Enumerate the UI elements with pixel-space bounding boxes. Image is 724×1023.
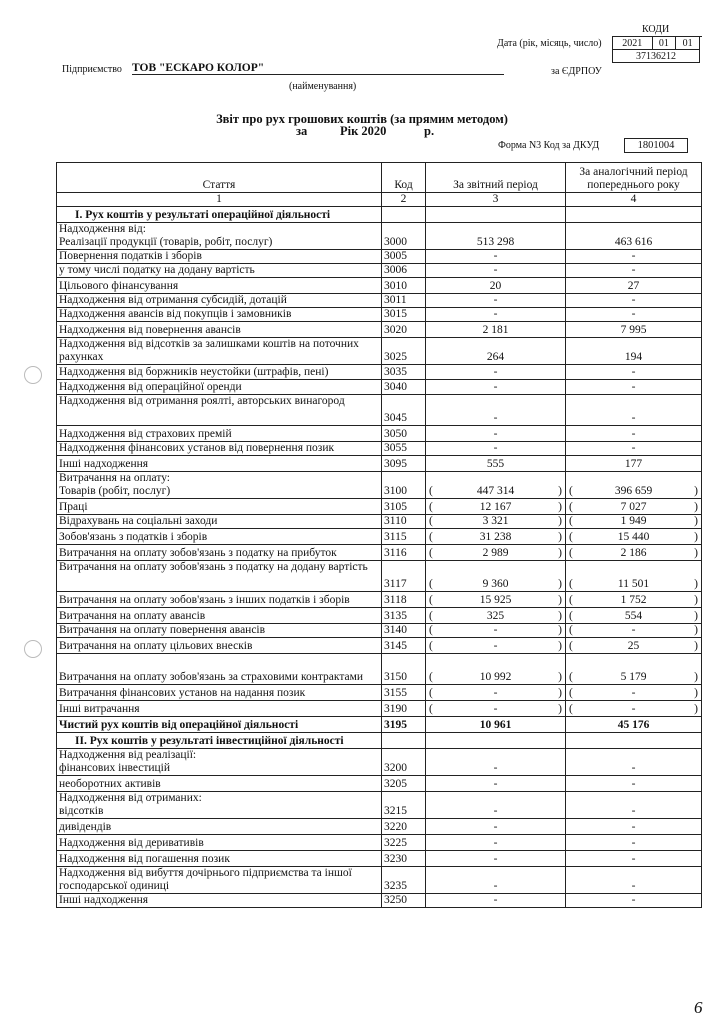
code-cell: 3150 (382, 654, 426, 685)
table-row (57, 426, 702, 442)
previous-period-cell: - (566, 819, 702, 835)
previous-period-cell: 463 616 (566, 223, 702, 250)
previous-period-cell: - (566, 426, 702, 442)
table-row (57, 894, 702, 908)
table-row (57, 515, 702, 529)
cash-flow-table (56, 162, 702, 908)
header-article: Стаття (57, 163, 382, 193)
table-row (57, 294, 702, 308)
table-row (57, 322, 702, 338)
dkud-code: 1801004 (624, 138, 688, 153)
current-period-cell: ( 2 989 ) (426, 545, 566, 561)
code-cell: 3140 (382, 624, 426, 638)
code-cell: 3116 (382, 545, 426, 561)
current-period-cell: - (426, 835, 566, 851)
edrpou-label: за ЄДРПОУ (551, 66, 602, 77)
page-number: 6 (694, 998, 703, 1017)
current-period-cell: - (426, 749, 566, 776)
article-cell: Надходження від отримання роялті, авторських винагород (57, 395, 382, 426)
current-period-cell: ( 9 360 ) (426, 561, 566, 592)
table-row (57, 395, 702, 426)
article-cell: Витрачання фінансових установ на надання позик (57, 685, 382, 701)
article-cell: необоротних активів (57, 776, 382, 792)
previous-period-cell: ( - ) (566, 685, 702, 701)
article-cell: Відрахувань на соціальні заходи (57, 515, 382, 529)
table-row (57, 264, 702, 278)
article-cell: дивідендів (57, 819, 382, 835)
code-cell: 3005 (382, 250, 426, 264)
period-suffix: р. (424, 124, 435, 138)
table-header-row (57, 163, 702, 193)
previous-period-cell: ( 396 659 ) (566, 472, 702, 499)
table-row (57, 250, 702, 264)
code-cell: 3105 (382, 499, 426, 515)
article-cell: Інші надходження (57, 894, 382, 908)
current-period-cell: - (426, 442, 566, 456)
current-period-cell: - (426, 426, 566, 442)
article-cell: Витрачання на оплату авансів (57, 608, 382, 624)
article-cell: Витрачання на оплату зобов'язань за страховими контрактами (57, 654, 382, 685)
current-period-cell: ( 10 992 ) (426, 654, 566, 685)
previous-period-cell: 194 (566, 338, 702, 365)
article-cell: Надходження фінансових установ від повернення позик (57, 442, 382, 456)
date-label: Дата (рік, місяць, число) (497, 38, 602, 49)
table-row (57, 545, 702, 561)
article-cell: Витрачання на оплату повернення авансів (57, 624, 382, 638)
table-row (57, 380, 702, 395)
header-previous: За аналогічний період попереднього року (566, 163, 702, 193)
article-cell: Витрачання на оплату зобов'язань з податку на додану вартість (57, 561, 382, 592)
name-caption: (найменування) (289, 81, 357, 92)
article-cell: Надходження від реалізації: фінансових інвестицій (57, 749, 382, 776)
current-period-cell: ( - ) (426, 701, 566, 717)
code-cell: 3118 (382, 592, 426, 608)
table-row (57, 365, 702, 380)
code-cell: 3145 (382, 638, 426, 654)
code-cell: 3225 (382, 835, 426, 851)
article-cell: Повернення податків і зборів (57, 250, 382, 264)
article-cell: Надходження авансів від покупців і замовників (57, 308, 382, 322)
previous-period-cell: - (566, 380, 702, 395)
article-cell: Цільового фінансування (57, 278, 382, 294)
article-cell: Надходження від отриманих: відсотків (57, 792, 382, 819)
code-cell: 3015 (382, 308, 426, 322)
table-row (57, 223, 702, 250)
code-cell: 3040 (382, 380, 426, 395)
article-cell: Витрачання на оплату зобов'язань з інших податків і зборів (57, 592, 382, 608)
previous-period-cell: - (566, 867, 702, 894)
previous-period-cell: 7 995 (566, 322, 702, 338)
article-cell: Витрачання на оплату: Товарів (робіт, послуг) (57, 472, 382, 499)
previous-period-cell: - (566, 851, 702, 867)
header-current: За звітний період (426, 163, 566, 193)
current-period-cell: - (426, 792, 566, 819)
current-period-cell: ( 3 321 ) (426, 515, 566, 529)
article-cell: Зобов'язань з податків і зборів (57, 529, 382, 545)
code-cell: 3100 (382, 472, 426, 499)
current-period-cell: 10 961 (426, 717, 566, 733)
previous-period-cell: - (566, 308, 702, 322)
current-period-cell: - (426, 894, 566, 908)
current-period-cell: 555 (426, 456, 566, 472)
article-cell: Надходження від страхових премій (57, 426, 382, 442)
code-cell: 3020 (382, 322, 426, 338)
code-cell: 3115 (382, 529, 426, 545)
code-cell (382, 733, 426, 749)
article-cell: у тому числі податку на додану вартість (57, 264, 382, 278)
previous-period-cell (566, 207, 702, 223)
article-cell: Надходження від повернення авансів (57, 322, 382, 338)
previous-period-cell: - (566, 442, 702, 456)
article-cell: Надходження від деривативів (57, 835, 382, 851)
table-row (57, 472, 702, 499)
code-cell: 3155 (382, 685, 426, 701)
previous-period-cell: ( 1 949 ) (566, 515, 702, 529)
code-cell: 3205 (382, 776, 426, 792)
current-period-cell: - (426, 819, 566, 835)
previous-period-cell: - (566, 894, 702, 908)
previous-period-cell: - (566, 294, 702, 308)
article-cell: Праці (57, 499, 382, 515)
article-cell: Чистий рух коштів від операційної діяльності (57, 717, 382, 733)
code-cell: 3006 (382, 264, 426, 278)
table-row (57, 529, 702, 545)
previous-period-cell (566, 733, 702, 749)
code-cell: 3250 (382, 894, 426, 908)
table-row (57, 442, 702, 456)
previous-period-cell: ( 15 440 ) (566, 529, 702, 545)
total-row (57, 717, 702, 733)
previous-period-cell: ( 11 501 ) (566, 561, 702, 592)
form-label: Форма N3 Код за ДКУД (498, 140, 600, 151)
code-cell (382, 207, 426, 223)
article-cell: Надходження від відсотків за залишками коштів на поточних рахунках (57, 338, 382, 365)
current-period-cell: - (426, 294, 566, 308)
current-period-cell: - (426, 264, 566, 278)
previous-period-cell: ( - ) (566, 701, 702, 717)
section-header-row (57, 733, 702, 749)
current-period-cell: - (426, 380, 566, 395)
code-cell: 3035 (382, 365, 426, 380)
table-row (57, 851, 702, 867)
previous-period-cell: ( 25 ) (566, 638, 702, 654)
previous-period-cell: ( 554 ) (566, 608, 702, 624)
current-period-cell: - (426, 250, 566, 264)
current-period-cell: 20 (426, 278, 566, 294)
enterprise-label: Підприємство (62, 64, 122, 75)
code-cell: 3050 (382, 426, 426, 442)
col-number: 4 (566, 193, 702, 207)
code-cell: 3010 (382, 278, 426, 294)
code-cell: 3220 (382, 819, 426, 835)
edrpou-value: 37136212 (613, 50, 700, 63)
table-row (57, 867, 702, 894)
previous-period-cell: 177 (566, 456, 702, 472)
article-cell: Витрачання на оплату зобов'язань з податку на прибуток (57, 545, 382, 561)
current-period-cell: ( 31 238 ) (426, 529, 566, 545)
enterprise-name: ТОВ "ЕСКАРО КОЛОР" (132, 62, 504, 75)
code-cell: 3117 (382, 561, 426, 592)
article-cell: Надходження від боржників неустойки (штрафів, пені) (57, 365, 382, 380)
code-cell: 3000 (382, 223, 426, 250)
current-period-cell: ( 15 925 ) (426, 592, 566, 608)
current-period-cell: 2 181 (426, 322, 566, 338)
article-cell: Надходження від операційної оренди (57, 380, 382, 395)
previous-period-cell: - (566, 776, 702, 792)
codes-label: КОДИ (642, 24, 670, 35)
current-period-cell: ( - ) (426, 624, 566, 638)
code-cell: 3011 (382, 294, 426, 308)
code-cell: 3025 (382, 338, 426, 365)
current-period-cell: 513 298 (426, 223, 566, 250)
date-month: 01 (652, 37, 676, 50)
code-cell: 3195 (382, 717, 426, 733)
previous-period-cell: ( 1 752 ) (566, 592, 702, 608)
col-number: 3 (426, 193, 566, 207)
code-cell: 3190 (382, 701, 426, 717)
current-period-cell (426, 207, 566, 223)
article-cell: Інші витрачання (57, 701, 382, 717)
current-period-cell: - (426, 365, 566, 380)
article-cell: Надходження від отримання субсидій, дотацій (57, 294, 382, 308)
article-cell: Інші надходження (57, 456, 382, 472)
table-row (57, 835, 702, 851)
current-period-cell: ( 447 314 ) (426, 472, 566, 499)
article-cell: Витрачання на оплату цільових внесків (57, 638, 382, 654)
table-row (57, 638, 702, 654)
table-row (57, 456, 702, 472)
table-row (57, 338, 702, 365)
table-row (57, 792, 702, 819)
previous-period-cell: - (566, 749, 702, 776)
article-cell: II. Рух коштів у результаті інвестиційної діяльності (57, 733, 382, 749)
current-period-cell: - (426, 776, 566, 792)
previous-period-cell: - (566, 395, 702, 426)
table-row (57, 592, 702, 608)
previous-period-cell: 45 176 (566, 717, 702, 733)
report-title: Звіт про рух грошових коштів (за прямим методом) (216, 112, 508, 126)
period-value: Рік 2020 (340, 124, 387, 138)
code-cell: 3135 (382, 608, 426, 624)
col-number: 1 (57, 193, 382, 207)
column-number-row (57, 193, 702, 207)
previous-period-cell: ( - ) (566, 624, 702, 638)
section-header-row (57, 207, 702, 223)
punch-hole (24, 366, 42, 384)
previous-period-cell: ( 5 179 ) (566, 654, 702, 685)
article-cell: Надходження від: Реалізації продукції (товарів, робіт, послуг) (57, 223, 382, 250)
current-period-cell: ( - ) (426, 638, 566, 654)
table-row (57, 499, 702, 515)
codes-box (612, 36, 700, 63)
code-cell: 3110 (382, 515, 426, 529)
current-period-cell: - (426, 395, 566, 426)
article-cell: Надходження від погашення позик (57, 851, 382, 867)
date-day: 01 (676, 37, 700, 50)
previous-period-cell: - (566, 792, 702, 819)
table-row (57, 608, 702, 624)
table-row (57, 624, 702, 638)
table-row (57, 685, 702, 701)
article-cell: Надходження від вибуття дочірнього підприємства та іншої господарської одиниці (57, 867, 382, 894)
previous-period-cell: - (566, 250, 702, 264)
current-period-cell: 264 (426, 338, 566, 365)
date-year: 2021 (613, 37, 653, 50)
previous-period-cell: ( 2 186 ) (566, 545, 702, 561)
table-row (57, 308, 702, 322)
code-cell: 3235 (382, 867, 426, 894)
current-period-cell: ( 325 ) (426, 608, 566, 624)
current-period-cell: - (426, 308, 566, 322)
previous-period-cell: - (566, 264, 702, 278)
previous-period-cell: ( 7 027 ) (566, 499, 702, 515)
punch-hole (24, 640, 42, 658)
current-period-cell: ( - ) (426, 685, 566, 701)
table-row (57, 278, 702, 294)
table-row (57, 701, 702, 717)
current-period-cell: ( 12 167 ) (426, 499, 566, 515)
code-cell: 3230 (382, 851, 426, 867)
article-cell: I. Рух коштів у результаті операційної діяльності (57, 207, 382, 223)
table-row (57, 561, 702, 592)
current-period-cell (426, 733, 566, 749)
code-cell: 3095 (382, 456, 426, 472)
table-row (57, 654, 702, 685)
code-cell: 3200 (382, 749, 426, 776)
code-cell: 3055 (382, 442, 426, 456)
header-code: Код (382, 163, 426, 193)
col-number: 2 (382, 193, 426, 207)
code-cell: 3215 (382, 792, 426, 819)
table-row (57, 819, 702, 835)
table-row (57, 749, 702, 776)
previous-period-cell: 27 (566, 278, 702, 294)
code-cell: 3045 (382, 395, 426, 426)
current-period-cell: - (426, 867, 566, 894)
current-period-cell: - (426, 851, 566, 867)
period-prefix: за (296, 124, 308, 138)
previous-period-cell: - (566, 835, 702, 851)
table-row (57, 776, 702, 792)
previous-period-cell: - (566, 365, 702, 380)
